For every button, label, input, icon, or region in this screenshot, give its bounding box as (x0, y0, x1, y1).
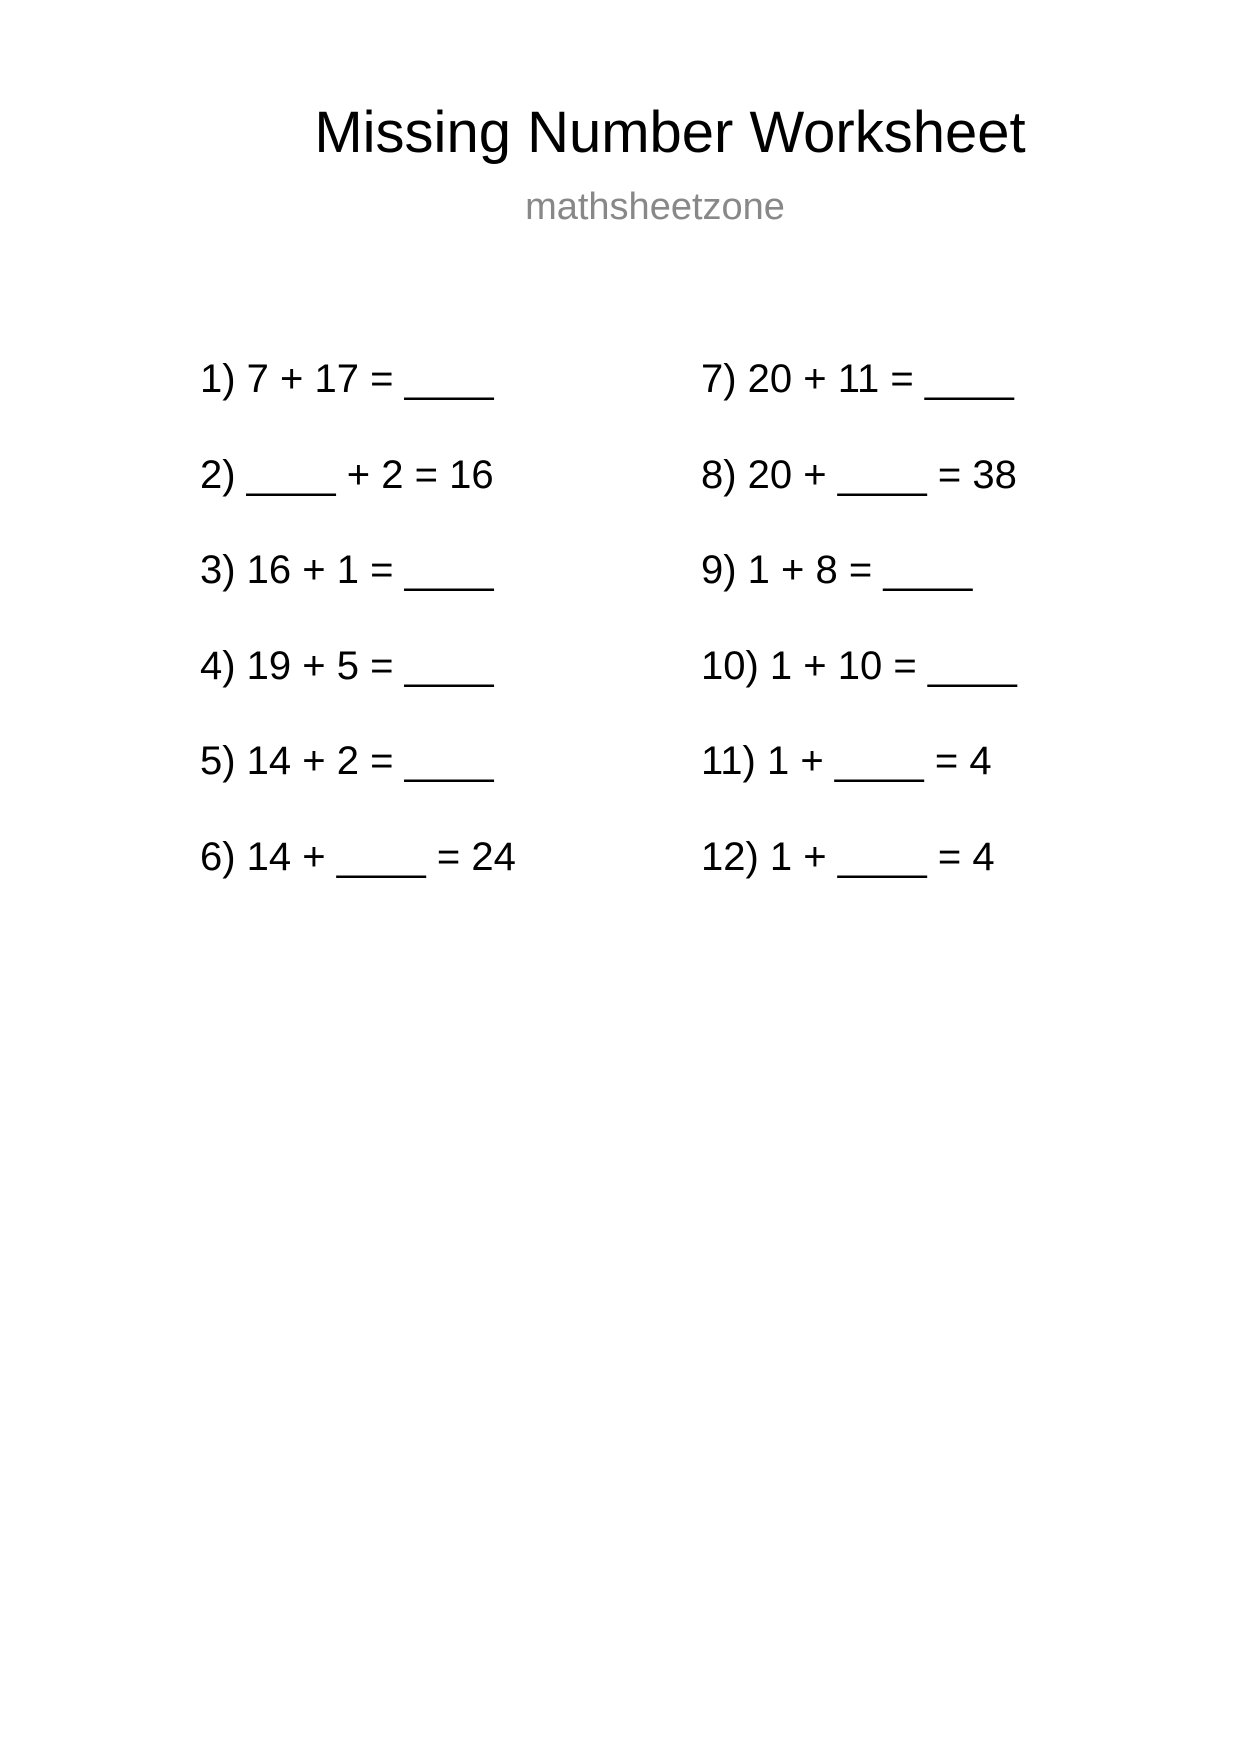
problem: 11) 1 + ____ = 4 (701, 739, 992, 784)
problem: 12) 1 + ____ = 4 (701, 834, 995, 879)
problem: 4) 19 + 5 = ____ (200, 643, 494, 688)
problem: 1) 7 + 17 = ____ (200, 357, 494, 401)
worksheet-source: mathsheetzone (525, 186, 785, 228)
problem: 8) 20 + ____ = 38 (701, 452, 1017, 497)
problem: 10) 1 + 10 = ____ (701, 643, 1017, 688)
problem: 2) ____ + 2 = 16 (200, 452, 494, 497)
problem: 5) 14 + 2 = ____ (200, 739, 494, 784)
problem: 3) 16 + 1 = ____ (200, 548, 494, 593)
problem: 6) 14 + ____ = 24 (200, 834, 516, 879)
problems-column-right (701, 355, 1017, 929)
worksheet-title: Missing Number Worksheet (314, 100, 1026, 165)
problem: 9) 1 + 8 = ____ (701, 548, 973, 593)
problem: 7) 20 + 11 = ____ (701, 357, 1014, 401)
problems-column-left (200, 355, 516, 929)
